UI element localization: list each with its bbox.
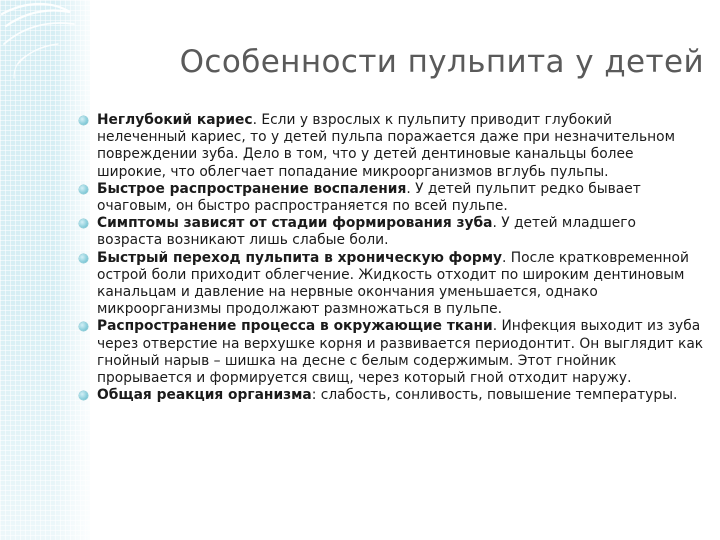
item-text: . Если у взрослых к пульпиту приводит глубокий нелеченный кариес, то у детей пульпа поражается даже при незначительном повреждении зуба. Дело в том, что у детей дентиновые канальцы более широкие, что облегчает попадание микроорганизмов вглубь пульпы.	[97, 112, 675, 180]
bullet-dot-icon	[79, 185, 88, 194]
list-item	[97, 250, 705, 319]
item-lead: Неглубокий кариес	[97, 112, 253, 128]
bullet-list	[97, 112, 705, 404]
item-text: : слабость, сонливость, повышение температуры.	[311, 387, 678, 404]
slide-title: Особенности пульпита у детей	[179, 44, 704, 80]
item-lead: Симптомы зависят от стадии формирования зуба	[97, 215, 493, 232]
list-item	[97, 387, 705, 404]
decorative-swirl	[0, 0, 120, 130]
list-item	[97, 181, 705, 215]
list-item	[97, 112, 705, 181]
item-lead: Быстрое распространение воспаления	[97, 180, 407, 197]
bullet-dot-icon	[79, 116, 88, 125]
item-text: . У детей пульпит редко бывает очаговым, он быстро распространяется по всей пульпе.	[97, 180, 641, 215]
list-item	[97, 318, 705, 387]
item-text: . У детей младшего возраста возникают лишь слабые боли.	[97, 215, 636, 249]
item-lead: Распространение процесса в окружающие ткани	[97, 318, 493, 335]
item-lead: Общая реакция организма	[97, 387, 312, 404]
item-lead: Быстрый переход пульпита в хроническую форму	[97, 249, 502, 266]
item-text: . После кратковременной острой боли приходит облегчение. Жидкость отходит по широким дентиновым канальцам и давление на нервные окончания уменьшается, однако микроорганизмы продолжают размножаться в пульпе.	[97, 249, 689, 318]
item-text: . Инфекция выходит из зуба через отверстие на верхушке корня и развивается периодонтит. Он выглядит как гнойный нарыв – шишка на десне с белым содержимым. Этот гнойник прорывается и формируется свищ, через который гной отходит наружу.	[97, 318, 704, 387]
list-item	[97, 215, 705, 249]
bullet-dot-icon	[79, 254, 88, 263]
